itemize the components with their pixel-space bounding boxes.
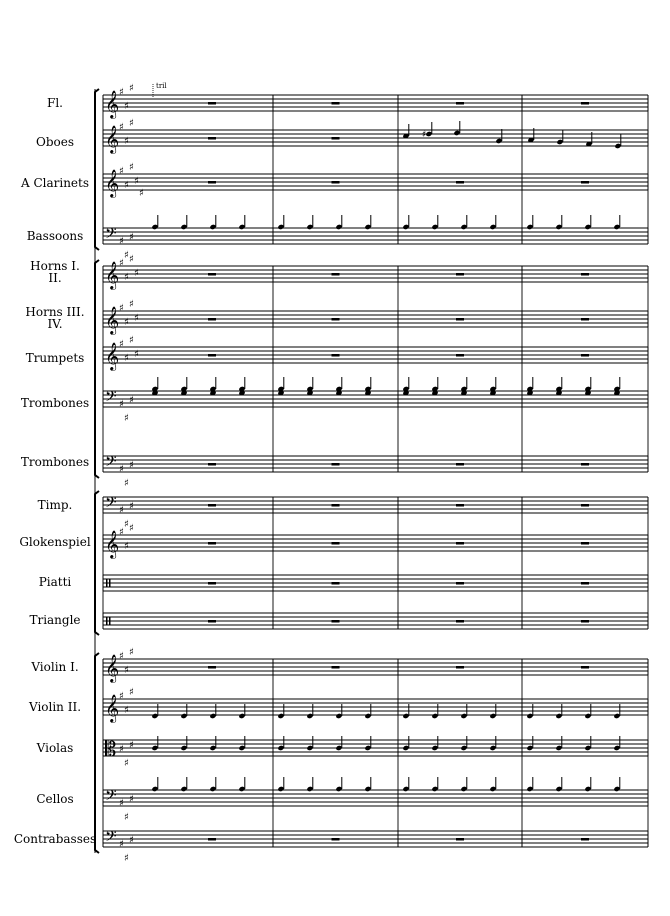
treble-clef-icon: 𝄞 <box>105 125 120 153</box>
sharp-icon: ♯ <box>129 647 134 658</box>
whole-rest <box>456 504 464 507</box>
trill-marking: tril <box>156 82 167 90</box>
staff-6 <box>103 335 648 371</box>
sharp-icon: ♯ <box>129 162 134 173</box>
sharp-icon: ♯ <box>134 349 139 360</box>
sharp-icon: ♯ <box>129 118 134 129</box>
sharp-icon: ♯ <box>129 835 134 846</box>
whole-rest <box>581 838 589 841</box>
group-brackets <box>95 84 648 853</box>
whole-rest <box>456 102 464 105</box>
instrument-label: Violin I. <box>31 660 79 674</box>
whole-rest <box>208 137 216 140</box>
percussion-clef-icon <box>106 617 108 625</box>
sharp-icon: ♯ <box>129 687 134 698</box>
sharp-icon: ♯ <box>139 188 144 199</box>
whole-rest <box>581 354 589 357</box>
whole-rest <box>332 582 340 585</box>
whole-rest <box>208 318 216 321</box>
sharp-icon: ♯ <box>129 299 134 310</box>
instrument-label: Contrabasses <box>13 832 97 846</box>
whole-rest <box>332 318 340 321</box>
staff-9 <box>103 494 648 530</box>
group-bracket <box>95 260 99 478</box>
sharp-icon: ♯ <box>124 853 129 864</box>
whole-rest <box>332 504 340 507</box>
bass-clef-icon: 𝄢 <box>105 494 117 515</box>
whole-rest <box>456 666 464 669</box>
whole-rest <box>208 838 216 841</box>
whole-rest <box>581 620 589 623</box>
instrument-label: Triangle <box>29 613 81 627</box>
whole-rest <box>456 318 464 321</box>
treble-clef-icon: 𝄞 <box>105 306 120 334</box>
whole-rest <box>332 542 340 545</box>
bass-clef-icon: 𝄢 <box>105 453 117 474</box>
sharp-icon: ♯ <box>119 166 124 177</box>
sharp-icon: ♯ <box>124 478 129 489</box>
whole-rest <box>581 102 589 105</box>
staff-4 <box>103 254 648 290</box>
staff-12 <box>103 613 648 629</box>
sharp-icon: ♯ <box>129 335 134 346</box>
whole-rest <box>332 463 340 466</box>
instrument-label: Trombones <box>20 455 90 469</box>
whole-rest <box>332 137 340 140</box>
whole-rest <box>581 181 589 184</box>
whole-rest <box>332 838 340 841</box>
sharp-icon: ♯ <box>129 501 134 512</box>
sharp-icon: ♯ <box>124 812 129 823</box>
instrument-label: Violas <box>36 741 74 755</box>
whole-rest <box>581 542 589 545</box>
treble-clef-icon: 𝄞 <box>105 261 120 289</box>
whole-rest <box>581 318 589 321</box>
sharp-icon: ♯ <box>119 258 124 269</box>
sharp-icon: ♯ <box>124 665 129 676</box>
sharp-icon: ♯ <box>124 519 129 530</box>
instrument-label: Trombones <box>20 396 90 410</box>
whole-rest <box>208 102 216 105</box>
whole-rest <box>456 582 464 585</box>
staff-7 <box>103 377 648 424</box>
whole-rest <box>208 354 216 357</box>
sharp-icon: ♯ <box>124 180 129 191</box>
whole-rest <box>581 582 589 585</box>
treble-clef-icon: 𝄞 <box>105 90 120 118</box>
staff-17 <box>103 828 648 864</box>
instrument-label: Horns III. IV. <box>25 305 85 331</box>
whole-rest <box>456 181 464 184</box>
sharp-icon: ♯ <box>134 268 139 279</box>
staff-15 <box>103 736 648 769</box>
staff-11 <box>103 575 648 591</box>
whole-rest <box>456 542 464 545</box>
staff-systems <box>103 83 648 864</box>
staff-5 <box>103 299 648 335</box>
whole-rest <box>332 181 340 184</box>
instrument-label: Glokenspiel <box>19 535 91 549</box>
treble-clef-icon: 𝄞 <box>105 169 120 197</box>
bass-clef-icon: 𝄢 <box>105 388 117 409</box>
whole-rest <box>581 666 589 669</box>
percussion-clef-icon <box>109 617 111 625</box>
whole-rest <box>581 463 589 466</box>
whole-rest <box>456 620 464 623</box>
staff-14 <box>103 687 648 723</box>
sharp-icon: ♯ <box>124 413 129 424</box>
whole-rest <box>581 273 589 276</box>
sharp-icon: ♯ <box>119 798 124 809</box>
sharp-icon: ♯ <box>119 691 124 702</box>
sharp-icon: ♯ <box>134 313 139 324</box>
whole-rest <box>208 620 216 623</box>
treble-clef-icon: 𝄞 <box>105 530 120 558</box>
instrument-label: Horns I. II. <box>30 259 80 285</box>
whole-rest <box>208 582 216 585</box>
sharp-icon: ♯ <box>124 317 129 328</box>
whole-rest <box>456 354 464 357</box>
sharp-icon: ♯ <box>119 122 124 133</box>
sharp-icon: ♯ <box>129 83 134 94</box>
percussion-clef-icon <box>106 579 108 587</box>
sharp-icon: ♯ <box>119 839 124 850</box>
sharp-icon: ♯ <box>124 541 129 552</box>
alto-clef-icon: 𝄡 <box>105 737 117 761</box>
instrument-label: Piatti <box>38 575 72 589</box>
sharp-icon: ♯ <box>119 236 124 247</box>
staff-1 <box>103 118 648 154</box>
sharp-icon: ♯ <box>129 794 134 805</box>
sharp-icon: ♯ <box>129 523 134 534</box>
sharp-icon: ♯ <box>129 254 134 265</box>
instrument-label: Oboes <box>35 135 75 149</box>
sharp-icon: ♯ <box>124 758 129 769</box>
whole-rest <box>456 838 464 841</box>
sharp-icon: ♯ <box>129 740 134 751</box>
sharp-icon: ♯ <box>422 130 427 140</box>
staff-13 <box>103 647 648 683</box>
sharp-icon: ♯ <box>124 101 129 112</box>
whole-rest <box>208 666 216 669</box>
staff-8 <box>103 453 648 489</box>
sharp-icon: ♯ <box>124 136 129 147</box>
bass-clef-icon: 𝄢 <box>105 828 117 849</box>
group-bracket <box>95 89 99 250</box>
treble-clef-icon: 𝄞 <box>105 342 120 370</box>
instrument-label: A Clarinets <box>20 176 90 190</box>
sharp-icon: ♯ <box>119 464 124 475</box>
treble-clef-icon: 𝄞 <box>105 654 120 682</box>
sharp-icon: ♯ <box>124 705 129 716</box>
sharp-icon: ♯ <box>124 353 129 364</box>
staff-16 <box>103 777 648 823</box>
sharp-icon: ♯ <box>119 744 124 755</box>
whole-rest <box>332 620 340 623</box>
staff-2 <box>103 162 648 199</box>
sharp-icon: ♯ <box>124 250 129 261</box>
group-bracket <box>95 491 99 635</box>
sharp-icon: ♯ <box>129 395 134 406</box>
percussion-clef-icon <box>109 579 111 587</box>
whole-rest <box>332 102 340 105</box>
whole-rest <box>332 273 340 276</box>
sharp-icon: ♯ <box>119 303 124 314</box>
whole-rest <box>208 181 216 184</box>
whole-rest <box>332 666 340 669</box>
instrument-label: Timp. <box>37 498 73 512</box>
whole-rest <box>581 504 589 507</box>
group-bracket <box>95 653 99 853</box>
bass-clef-icon: 𝄢 <box>105 225 117 246</box>
sharp-icon: ♯ <box>124 272 129 283</box>
instrument-label: Trumpets <box>25 351 85 365</box>
whole-rest <box>208 273 216 276</box>
treble-clef-icon: 𝄞 <box>105 694 120 722</box>
whole-rest <box>332 354 340 357</box>
whole-rest <box>208 504 216 507</box>
sharp-icon: ♯ <box>134 176 139 187</box>
sharp-icon: ♯ <box>119 505 124 516</box>
staff-3 <box>103 215 648 261</box>
sharp-icon: ♯ <box>119 87 124 98</box>
bass-clef-icon: 𝄢 <box>105 787 117 808</box>
sharp-icon: ♯ <box>119 339 124 350</box>
sharp-icon: ♯ <box>119 527 124 538</box>
instrument-label: Cellos <box>36 792 74 806</box>
whole-rest <box>208 542 216 545</box>
instrument-label: Fl. <box>47 96 63 110</box>
staff-10 <box>103 523 648 559</box>
whole-rest <box>456 273 464 276</box>
instrument-label: Bassoons <box>26 229 84 243</box>
sharp-icon: ♯ <box>129 460 134 471</box>
instrument-labels <box>14 96 96 846</box>
whole-rest <box>208 463 216 466</box>
instrument-label: Violin II. <box>28 700 82 714</box>
sharp-icon: ♯ <box>119 651 124 662</box>
staff-0 <box>103 83 648 119</box>
sharp-icon: ♯ <box>129 232 134 243</box>
sharp-icon: ♯ <box>119 399 124 410</box>
whole-rest <box>456 463 464 466</box>
